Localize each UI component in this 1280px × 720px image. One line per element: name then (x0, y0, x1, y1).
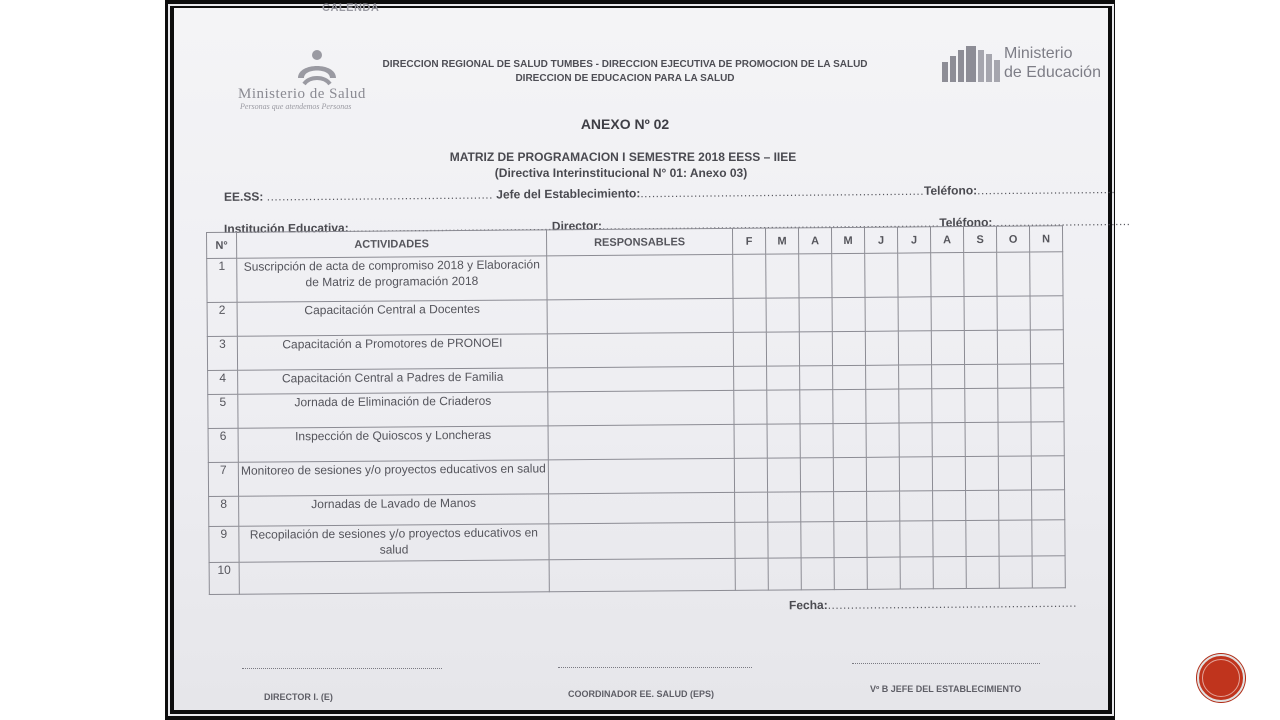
month-cell (932, 423, 965, 457)
responsables-cell (548, 390, 734, 425)
month-cell (834, 491, 867, 521)
directiva-subtitle: (Directiva Interinstitucional N° 01: Anexo 03) (494, 166, 748, 180)
jefe-dots: .......................................................................... (640, 183, 925, 201)
month-cell (1031, 388, 1064, 422)
header-month: N (1029, 226, 1062, 252)
row-number: 10 (209, 562, 239, 594)
month-cell (867, 557, 900, 589)
month-cell (1031, 456, 1064, 490)
month-cell (1032, 556, 1065, 588)
month-cell (966, 520, 999, 556)
month-cell (900, 521, 933, 557)
month-cell (997, 252, 1030, 296)
month-cell (733, 254, 766, 298)
month-cell (1030, 296, 1063, 330)
signature-label-jefe: Vº B JEFE DEL ESTABLECIMIENTO (870, 684, 1022, 694)
header-num: N° (207, 232, 237, 258)
month-cell (834, 521, 867, 557)
eess-dots: ........................................................... (266, 187, 493, 204)
table-row (207, 252, 1063, 303)
fecha-label: Fecha: (788, 597, 828, 613)
signature-line (558, 667, 752, 668)
month-cell (933, 491, 966, 521)
month-cell (866, 423, 899, 457)
month-cell (898, 297, 931, 331)
month-cell (768, 558, 801, 590)
month-cell (734, 424, 767, 458)
month-cell (899, 389, 932, 423)
header-line-1: DIRECCION REGIONAL DE SALUD TUMBES - DIRECCION EJECUTIVA DE PROMOCION DE LA SALUD (382, 59, 868, 70)
month-cell (964, 252, 997, 296)
header-responsables: RESPONSABLES (546, 228, 732, 255)
month-cell (801, 492, 834, 522)
fecha-field (789, 596, 1077, 613)
jefe-label: Jefe del Establecimiento: (496, 186, 641, 202)
header-month: M (831, 227, 864, 253)
month-cell (767, 458, 800, 492)
matriz-title: MATRIZ DE PROGRAMACION I SEMESTRE 2018 EESS – IIEE (449, 150, 797, 164)
month-cell (1030, 330, 1063, 364)
month-cell (1032, 520, 1065, 556)
header-month: A (930, 227, 963, 253)
month-cell (998, 364, 1031, 388)
header-month: F (732, 228, 765, 254)
fecha-dots: ................................................................. (827, 595, 1077, 612)
activity-cell: Inspección de Quioscos y Loncheras (238, 426, 548, 462)
header-month: S (963, 226, 996, 252)
responsables-cell (548, 366, 734, 391)
month-cell (799, 254, 832, 298)
month-cell (733, 332, 766, 366)
row-number: 8 (209, 496, 239, 526)
month-cell (900, 557, 933, 589)
month-cell (799, 298, 832, 332)
programming-matrix-table (206, 225, 1066, 595)
row-number: 5 (208, 394, 238, 428)
header-month: M (765, 228, 798, 254)
month-cell (800, 366, 833, 390)
month-cell (932, 457, 965, 491)
month-cell (735, 522, 768, 558)
month-cell (867, 521, 900, 557)
next-slide-circle-icon (1202, 659, 1240, 697)
logo-name: Ministerio de Salud (238, 86, 366, 102)
row-number: 6 (208, 428, 238, 462)
month-cell (799, 332, 832, 366)
month-cell (998, 422, 1031, 456)
header-month: J (897, 227, 930, 253)
institucion-label: Institución Educativa: (223, 220, 349, 236)
month-cell (966, 556, 999, 588)
month-cell (800, 458, 833, 492)
row-number: 1 (207, 258, 237, 302)
month-cell (768, 522, 801, 558)
month-cell (734, 366, 767, 390)
month-cell (932, 365, 965, 389)
month-cell (898, 331, 931, 365)
activity-cell: Recopilación de sesiones y/o proyectos educativos en salud (239, 524, 549, 562)
anexo-title: ANEXO Nº 02 (580, 116, 670, 132)
month-cell (801, 558, 834, 590)
month-cell (898, 253, 931, 297)
month-cell (832, 297, 865, 331)
month-cell (865, 253, 898, 297)
telefono-dots: .................................... (977, 182, 1116, 198)
month-cell (999, 556, 1032, 588)
month-cell (767, 424, 800, 458)
activity-cell (239, 560, 549, 594)
month-cell (833, 389, 866, 423)
month-cell (766, 332, 799, 366)
signature-line (242, 668, 442, 669)
header-month: A (798, 228, 831, 254)
month-cell (999, 520, 1032, 556)
month-cell (999, 490, 1032, 520)
month-cell (768, 492, 801, 522)
responsables-cell (547, 332, 733, 367)
month-cell (866, 365, 899, 389)
month-cell (931, 331, 964, 365)
month-cell (767, 366, 800, 390)
month-cell (865, 331, 898, 365)
activity-cell: Monitoreo de sesiones y/o proyectos educativos en salud (238, 460, 548, 496)
logo-line-2: de Educación (1004, 64, 1101, 81)
header-month: O (996, 226, 1029, 252)
activity-cell: Jornada de Eliminación de Criaderos (238, 392, 548, 428)
responsables-cell (549, 558, 735, 591)
month-cell (833, 365, 866, 389)
month-cell (933, 521, 966, 557)
month-cell (833, 423, 866, 457)
month-cell (899, 423, 932, 457)
month-cell (867, 491, 900, 521)
telefono-label: Teléfono: (939, 215, 993, 230)
month-cell (1032, 490, 1065, 520)
month-cell (767, 390, 800, 424)
telefono-label: Teléfono: (923, 183, 978, 198)
header-month: J (864, 227, 897, 253)
month-cell (965, 422, 998, 456)
month-cell (899, 365, 932, 389)
month-cell (997, 296, 1030, 330)
activity-cell: Capacitación a Promotores de PRONOEI (237, 334, 547, 370)
responsables-cell (547, 254, 733, 299)
month-cell (965, 388, 998, 422)
month-cell (964, 296, 997, 330)
month-cell (966, 490, 999, 520)
row-number: 9 (209, 526, 239, 562)
logo-line-1: Ministerio (1004, 45, 1073, 62)
activity-cell: Capacitación Central a Padres de Familia (238, 368, 548, 394)
month-cell (734, 390, 767, 424)
row-number: 2 (207, 302, 237, 336)
month-cell (931, 253, 964, 297)
month-cell (998, 456, 1031, 490)
month-cell (832, 331, 865, 365)
month-cell (865, 297, 898, 331)
institucion-dots: ..................................................... (348, 219, 552, 235)
month-cell (766, 298, 799, 332)
month-cell (801, 522, 834, 558)
responsables-cell (548, 424, 734, 459)
month-cell (932, 389, 965, 423)
month-cell (833, 457, 866, 491)
responsables-cell (549, 492, 735, 523)
director-dots: ........................................................................................ (601, 215, 940, 233)
month-cell (832, 253, 865, 297)
signature-label-director: DIRECTOR I. (E) (264, 692, 333, 702)
month-cell (965, 364, 998, 388)
responsables-cell (547, 298, 733, 333)
row-number: 7 (208, 462, 238, 496)
next-slide-button[interactable] (1197, 654, 1245, 702)
responsables-cell (548, 458, 734, 493)
month-cell (800, 424, 833, 458)
month-cell (766, 254, 799, 298)
month-cell (866, 389, 899, 423)
month-cell (735, 558, 768, 590)
table-row (209, 556, 1065, 595)
month-cell (734, 458, 767, 492)
month-cell (900, 491, 933, 521)
logo-tagline: Personas que atendemos Personas (240, 102, 352, 111)
month-cell (800, 390, 833, 424)
month-cell (1030, 252, 1063, 296)
month-cell (998, 388, 1031, 422)
month-cell (964, 330, 997, 364)
month-cell (931, 297, 964, 331)
table-body (207, 252, 1066, 595)
month-cell (997, 330, 1030, 364)
activity-cell: Jornadas de Lavado de Manos (239, 494, 549, 526)
activity-cell: Capacitación Central a Docentes (237, 300, 547, 336)
month-cell (1031, 422, 1064, 456)
month-cell (933, 557, 966, 589)
activity-cell: Suscripción de acta de compromiso 2018 y Elaboración de Matriz de programación 2018 (237, 256, 547, 302)
director-label: Director: (551, 218, 602, 234)
month-cell (866, 457, 899, 491)
header-actividades: ACTIVIDADES (237, 230, 547, 258)
eess-label: EE.SS: (223, 189, 264, 204)
month-cell (899, 457, 932, 491)
month-cell (834, 557, 867, 589)
row-number: 4 (208, 370, 238, 394)
header-line-2: DIRECCION DE EDUCACION PARA LA SALUD (515, 73, 735, 84)
month-cell (733, 298, 766, 332)
month-cell (1031, 364, 1064, 388)
bleed-through-text: CALENDA (322, 2, 380, 14)
month-cell (965, 456, 998, 490)
row-number: 3 (207, 336, 237, 370)
signature-label-coordinador: COORDINADOR EE. SALUD (EPS) (568, 689, 715, 699)
responsables-cell (549, 522, 735, 559)
document-page (174, 2, 1131, 710)
fields-row-1 (224, 182, 1115, 204)
signature-line (852, 663, 1040, 664)
month-cell (735, 492, 768, 522)
telefono-dots: .................................... (992, 214, 1131, 230)
